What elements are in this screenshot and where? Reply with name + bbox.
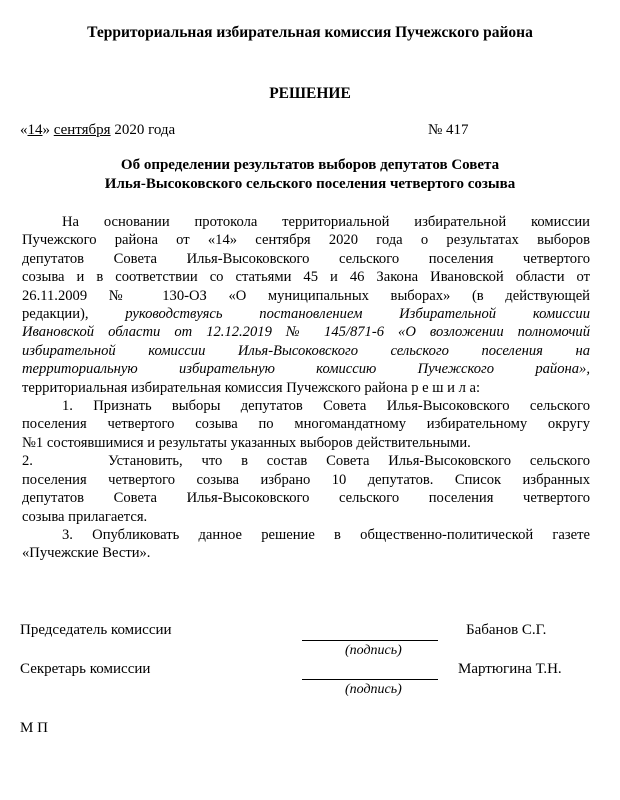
item-3-line: 3. Опубликовать данное решение в общественно-политической газете bbox=[62, 526, 590, 543]
secretary-signature-caption: (подпись) bbox=[345, 682, 402, 697]
document-body bbox=[22, 213, 590, 563]
secretary-signature-line bbox=[302, 679, 438, 680]
body-line: созыва и в соответствии со статьями 45 и 46 Закона Ивановской области от bbox=[22, 269, 590, 286]
body-line: территориальная избирательная комиссия Пучежского района р е ш и л а: bbox=[22, 379, 481, 396]
chair-name: Бабанов С.Г. bbox=[466, 622, 547, 638]
chair-label: Председатель комиссии bbox=[20, 622, 172, 638]
document-number: № 417 bbox=[428, 122, 469, 138]
body-line: депутатов Совета Илья-Высоковского сельского поселения четвертого bbox=[22, 250, 590, 267]
document-subject bbox=[0, 156, 620, 194]
body-line: 26.11.2009 № 130-ОЗ «О муниципальных выборах» (в действующей bbox=[22, 287, 590, 304]
body-line: территориальную избирательную комиссию Пучежского района», bbox=[22, 361, 590, 378]
date-day: 14 bbox=[27, 122, 43, 138]
chair-signature-line bbox=[302, 640, 438, 641]
secretary-name: Мартюгина Т.Н. bbox=[458, 661, 562, 677]
body-line-part: редакции), bbox=[22, 306, 89, 323]
item-1-line: 1. Признать выборы депутатов Совета Илья-Высоковского сельского bbox=[62, 398, 590, 415]
body-line-italic-part: руководствуясь постановлением Избирательной комиссии bbox=[125, 306, 590, 323]
body-line: Ивановской области от 12.12.2019 № 145/871-6 «О возложении полномочий bbox=[22, 324, 590, 341]
body-line: избирательной комиссии Илья-Высоковского сельского поселения на bbox=[22, 342, 590, 359]
item-2-line: поселения четвертого созыва избрано 10 депутатов. Список избранных bbox=[22, 471, 590, 488]
subject-line: Об определении результатов выборов депутатов Совета bbox=[120, 157, 500, 173]
item-2-line: депутатов Совета Илья-Высоковского сельского поселения четвертого bbox=[22, 490, 590, 507]
chair-signature-caption: (подпись) bbox=[345, 643, 402, 658]
date-open-quote: « bbox=[20, 122, 28, 138]
body-line-mixed bbox=[22, 305, 590, 323]
date-close-quote: » bbox=[42, 122, 50, 138]
item-2-line: 2. Установить, что в состав Совета Илья-Высоковского сельского bbox=[22, 453, 590, 470]
stamp-place: М П bbox=[20, 720, 48, 736]
subject-line: Илья-Высоковского сельского поселения четвертого созыва bbox=[104, 176, 516, 192]
date-year: 2020 года bbox=[110, 122, 176, 138]
commission-header: Территориальная избирательная комиссия Пучежского района bbox=[87, 24, 533, 41]
item-2-line: созыва прилагается. bbox=[22, 508, 148, 525]
decision-date bbox=[20, 122, 175, 139]
secretary-label: Секретарь комиссии bbox=[20, 661, 151, 677]
item-3-line: «Пучежские Вести». bbox=[22, 545, 151, 562]
item-1-line: поселения четвертого созыва по многомандатному избирательному округу bbox=[22, 416, 590, 433]
document-title: РЕШЕНИЕ bbox=[269, 85, 351, 102]
body-line: На основании протокола территориальной избирательной комиссии bbox=[62, 214, 590, 230]
item-1-line: №1 состоявшимися и результаты указанных выборов действительными. bbox=[22, 434, 471, 451]
date-month: сентября bbox=[53, 122, 111, 138]
body-line: Пучежского района от «14» сентября 2020 года о результатах выборов bbox=[22, 232, 590, 249]
